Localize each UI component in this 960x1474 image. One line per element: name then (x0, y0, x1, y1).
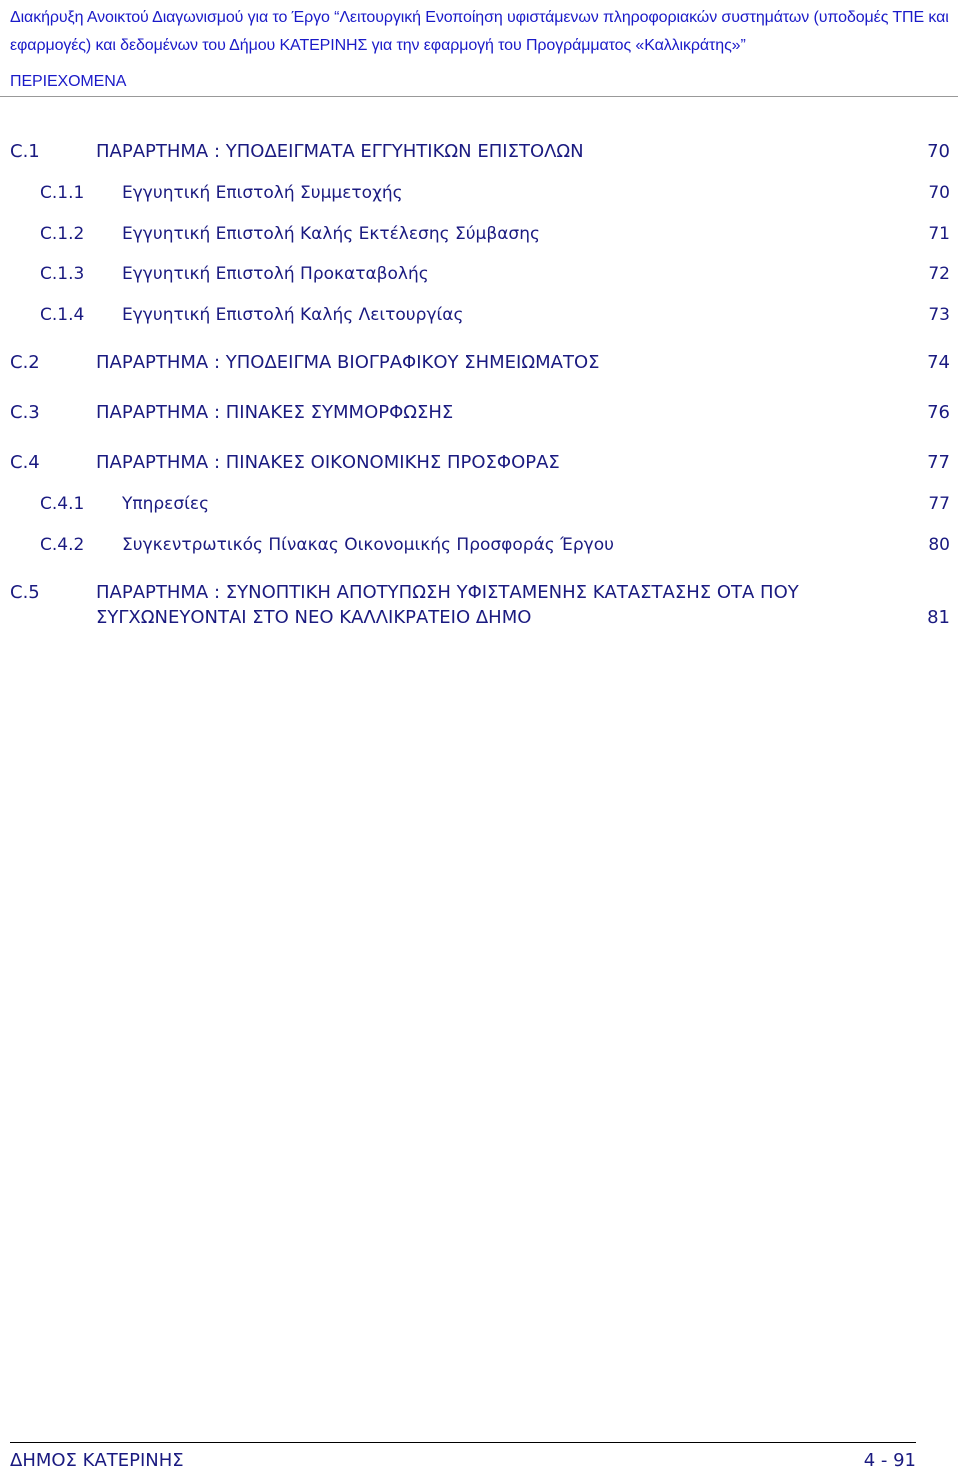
header-divider (0, 96, 958, 97)
toc-entry-number: C.2 (10, 352, 40, 373)
header-line-1: Διακήρυξη Ανοικτού Διαγωνισμού για το Έργο “Λειτουργική Ενοποίηση υφιστάμενων πληροφοριακών συστημάτων (υποδομές ΤΠΕ και (10, 9, 949, 26)
toc-entry-title: Υπηρεσίες (122, 494, 210, 514)
toc-entry-page: 76 (927, 402, 950, 423)
toc-entry-number: C.1.1 (40, 183, 85, 203)
toc-entry-title: ΠΑΡΑΡΤΗΜΑ : ΠΙΝΑΚΕΣ ΣΥΜΜΟΡΦΩΣΗΣ (96, 402, 454, 423)
header-line-3: ΠΕΡΙΕΧΟΜΕΝΑ (10, 73, 127, 90)
toc-entry-c4[interactable] (10, 450, 950, 476)
toc-entry-page: 73 (928, 305, 950, 325)
toc-entry-page: 77 (927, 452, 950, 473)
toc-entry-number: C.1.4 (40, 305, 85, 325)
toc-entry-number: C.3 (10, 402, 40, 423)
toc-entry-number: C.1.2 (40, 224, 85, 244)
toc-entry-c1-1[interactable] (40, 180, 950, 206)
header-line-2: εφαρμογές) και δεδομένων του Δήμου ΚΑΤΕΡΙΝΗΣ για την εφαρμογή του Προγράμματος «Καλλικράτης»” (10, 37, 746, 54)
toc-entry-number: C.4.1 (40, 494, 85, 514)
toc-entry-page: 81 (927, 607, 950, 628)
toc-entry-title: Συγκεντρωτικός Πίνακας Οικονομικής Προσφοράς Έργου (122, 535, 614, 555)
toc-entry-title: Εγγυητική Επιστολή Καλής Εκτέλεσης Σύμβασης (122, 224, 540, 244)
toc-entry-page: 80 (928, 535, 950, 555)
toc-entry-c1[interactable] (10, 139, 950, 165)
toc-entry-c1-4[interactable] (40, 302, 950, 328)
toc-entry-c3[interactable] (10, 400, 950, 426)
toc-entry-title: Εγγυητική Επιστολή Συμμετοχής (122, 183, 403, 203)
toc-entry-number: C.1.3 (40, 264, 85, 284)
footer-divider (10, 1442, 916, 1443)
toc-entry-title: ΠΑΡΑΡΤΗΜΑ : ΥΠΟΔΕΙΓΜΑ ΒΙΟΓΡΑΦΙΚΟΥ ΣΗΜΕΙΩΜΑΤΟΣ (96, 352, 600, 373)
toc-entry-c4-2[interactable] (40, 532, 950, 558)
toc-entry-c1-3[interactable] (40, 261, 950, 287)
toc-entry-number: C.4.2 (40, 535, 85, 555)
toc-entry-c4-1[interactable] (40, 491, 950, 517)
toc-entry-title-continued: ΣΥΓΧΩΝΕΥΟΝΤΑΙ ΣΤΟ ΝΕΟ ΚΑΛΛΙΚΡΑΤΕΙΟ ΔΗΜΟ (96, 607, 532, 628)
toc-entry-c1-2[interactable] (40, 221, 950, 247)
toc-entry-title: Εγγυητική Επιστολή Καλής Λειτουργίας (122, 305, 464, 325)
toc-entry-page: 72 (928, 264, 950, 284)
toc-entry-c5[interactable] (10, 580, 950, 632)
toc-entry-page: 77 (928, 494, 950, 514)
toc-entry-number: C.5 (10, 582, 40, 603)
document-header (10, 4, 950, 96)
toc-entry-page: 74 (927, 352, 950, 373)
toc-entry-number: C.4 (10, 452, 40, 473)
toc-entry-title: ΠΑΡΑΡΤΗΜΑ : ΠΙΝΑΚΕΣ ΟΙΚΟΝΟΜΙΚΗΣ ΠΡΟΣΦΟΡΑΣ (96, 452, 560, 473)
footer-page-number: 4 - 91 (863, 1450, 916, 1471)
toc-entry-page: 71 (928, 224, 950, 244)
toc-entry-title: ΠΑΡΑΡΤΗΜΑ : ΥΠΟΔΕΙΓΜΑΤΑ ΕΓΓΥΗΤΙΚΩΝ ΕΠΙΣΤΟΛΩΝ (96, 141, 584, 162)
toc-entry-title: ΠΑΡΑΡΤΗΜΑ : ΣΥΝΟΠΤΙΚΗ ΑΠΟΤΥΠΩΣΗ ΥΦΙΣΤΑΜΕΝΗΣ ΚΑΤΑΣΤΑΣΗΣ ΟΤΑ ΠΟΥ (96, 582, 799, 603)
toc-entry-number: C.1 (10, 141, 40, 162)
toc-entry-c2[interactable] (10, 350, 950, 376)
toc-entry-page: 70 (927, 141, 950, 162)
footer-municipality: ΔΗΜΟΣ ΚΑΤΕΡΙΝΗΣ (10, 1450, 184, 1471)
toc-entry-page: 70 (928, 183, 950, 203)
toc-entry-title: Εγγυητική Επιστολή Προκαταβολής (122, 264, 429, 284)
